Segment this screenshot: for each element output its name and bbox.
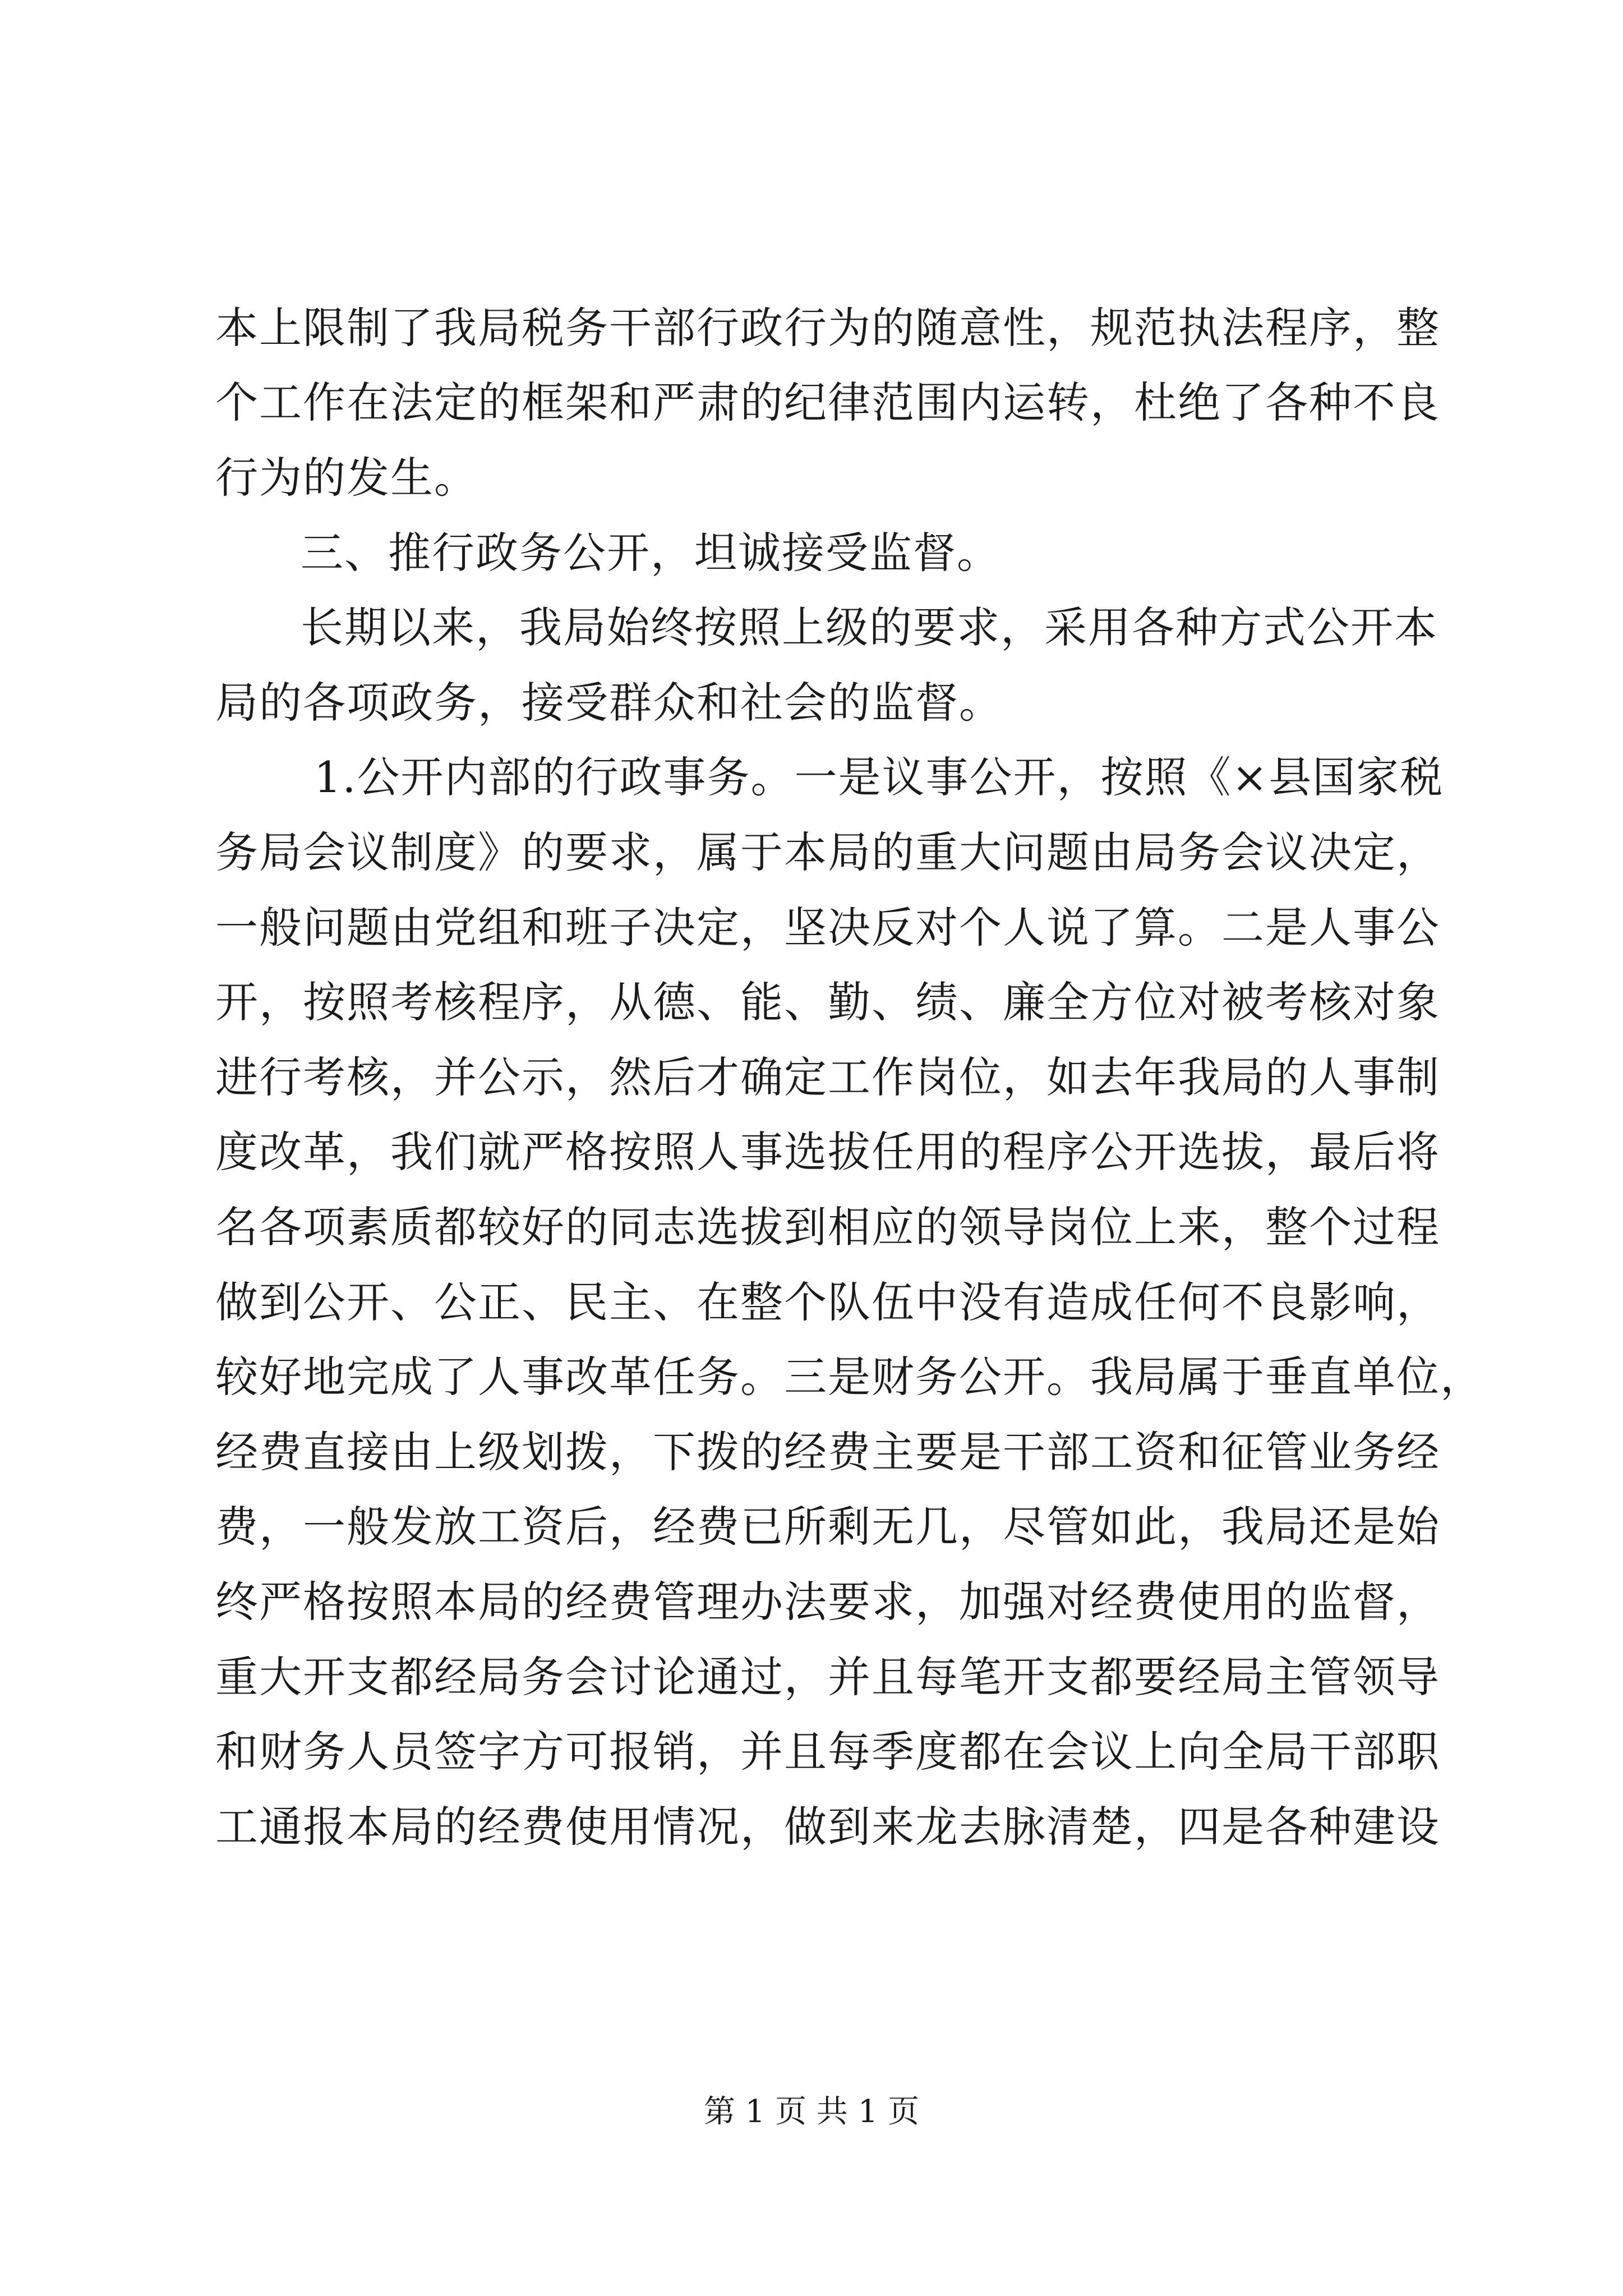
body-line-8: 务局会议制度》的要求，属于本局的重大问题由局务会议决定， [215,827,1440,877]
body-line-10: 开，按照考核程序，从德、能、勤、绩、廉全方位对被考核对象 [215,977,1440,1027]
page-footer: 第 1 页 共 1 页 [703,2093,920,2130]
body-line-20: 和财务人员签字方可报销，并且每季度都在会议上向全局干部职 [215,1727,1440,1777]
body-line-1: 本上限制了我局税务干部行政行为的随意性，规范执法程序，整 [215,303,1440,353]
body-line-2: 个工作在法定的框架和严肃的纪律范围内运转，杜绝了各种不良 [215,378,1440,427]
body-line-21: 工通报本局的经费使用情况，做到来龙去脉清楚，四是各种建设 [215,1802,1440,1852]
body-line-15: 较好地完成了人事改革任务。三是财务公开。我局属于垂直单位， [215,1352,1484,1402]
body-line-9: 一般问题由党组和班子决定，坚决反对个人说了算。二是人事公 [215,903,1440,953]
body-line-19: 重大开支都经局务会讨论通过，并且每笔开支都要经局主管领导 [215,1652,1440,1702]
body-line-11: 进行考核，并公示，然后才确定工作岗位，如去年我局的人事制 [215,1052,1440,1102]
body-line-14: 做到公开、公正、民主、在整个队伍中没有造成任何不良影响， [215,1277,1440,1327]
body-line-18: 终严格按照本局的经费管理办法要求，加强对经费使用的监督， [215,1577,1440,1627]
section-heading: 三、推行政务公开，坦诚接受监督。 [301,528,1000,578]
body-line-16: 经费直接由上级划拨，下拨的经费主要是干部工资和征管业务经 [215,1427,1440,1477]
body-line-13: 名各项素质都较好的同志选拔到相应的领导岗位上来，整个过程 [215,1202,1440,1252]
body-line-6: 局的各项政务，接受群众和社会的监督。 [215,678,1003,728]
body-line-12: 度改革，我们就严格按照人事选拔任用的程序公开选拔，最后将 [215,1127,1440,1177]
body-line-17: 费，一般发放工资后，经费已所剩无几，尽管如此，我局还是始 [215,1502,1440,1552]
body-line-7: 1.公开内部的行政事务。一是议事公开，按照《×县国家税 [314,752,1444,802]
body-line-3: 行为的发生。 [215,453,478,503]
body-line-5: 长期以来，我局始终按照上级的要求，采用各种方式公开本 [301,602,1438,652]
